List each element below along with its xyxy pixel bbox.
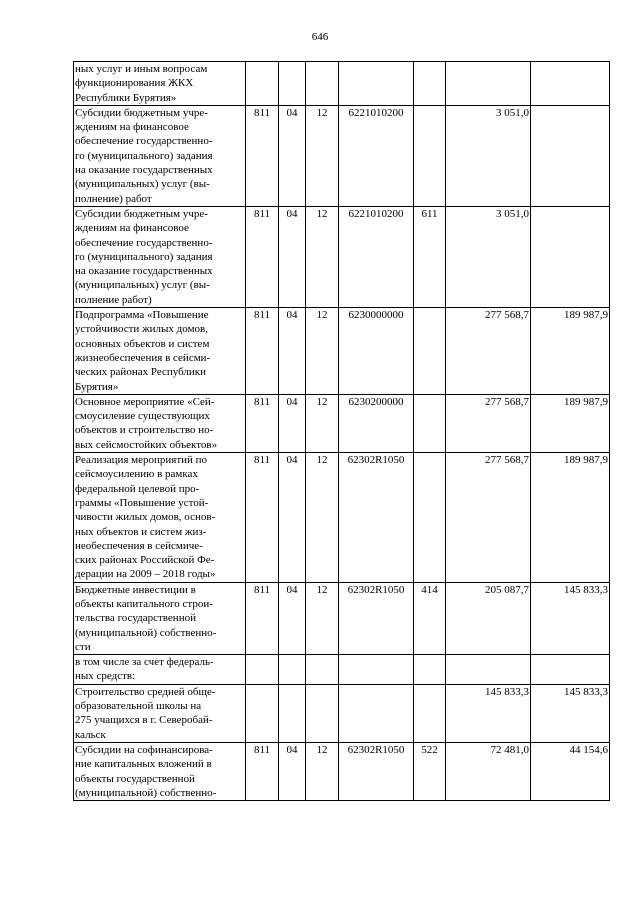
cell-csr — [339, 684, 414, 742]
cell-name: Основное мероприятие «Сей- смоусиление существующих объектов и строительство но- вых сейсмостойких объектов» — [74, 394, 246, 452]
cell-vr — [414, 684, 446, 742]
cell-pr — [306, 655, 339, 685]
cell-ved: 811 — [246, 453, 279, 583]
table-body — [74, 62, 610, 801]
cell-ved — [246, 684, 279, 742]
cell-sum-2017: 3 051,0 — [446, 105, 531, 206]
cell-name: Субсидии на софинансирова- ние капитальных вложений в объекты государственной (муниципальной) собственно- — [74, 742, 246, 800]
cell-sum-2018: 145 833,3 — [531, 684, 610, 742]
page-number: 646 — [311, 31, 329, 43]
cell-ved: 811 — [246, 308, 279, 395]
cell-csr: 6221010200 — [339, 105, 414, 206]
cell-rz: 04 — [279, 582, 306, 654]
cell-name: Субсидии бюджетным учре- ждениям на финансовое обеспечение государственно- го (муниципального) задания на оказание государственных (муниципальных) услуг (вы- полнение) работ — [74, 105, 246, 206]
cell-ved: 811 — [246, 206, 279, 307]
cell-pr: 12 — [306, 453, 339, 583]
table-row — [74, 453, 610, 583]
cell-csr — [339, 62, 414, 106]
table-row — [74, 105, 610, 206]
cell-csr — [339, 655, 414, 685]
cell-rz — [279, 684, 306, 742]
cell-sum-2018: 44 154,6 — [531, 742, 610, 800]
cell-vr — [414, 105, 446, 206]
cell-rz: 04 — [279, 453, 306, 583]
cell-sum-2018 — [531, 105, 610, 206]
cell-csr: 6230000000 — [339, 308, 414, 395]
cell-sum-2017: 277 568,7 — [446, 453, 531, 583]
cell-ved: 811 — [246, 394, 279, 452]
budget-table — [73, 61, 610, 801]
cell-rz — [279, 655, 306, 685]
cell-pr: 12 — [306, 394, 339, 452]
table-row — [74, 655, 610, 685]
cell-vr: 414 — [414, 582, 446, 654]
cell-name: Подпрограмма «Повышение устойчивости жилых домов, основных объектов и систем жизнеобеспечения в сейсми- ческих районах Республики Бурятия» — [74, 308, 246, 395]
cell-ved: 811 — [246, 582, 279, 654]
cell-rz: 04 — [279, 105, 306, 206]
cell-csr: 6221010200 — [339, 206, 414, 307]
cell-sum-2018: 189 987,9 — [531, 394, 610, 452]
cell-pr: 12 — [306, 582, 339, 654]
cell-sum-2017 — [446, 62, 531, 106]
cell-sum-2017: 277 568,7 — [446, 308, 531, 395]
cell-vr — [414, 62, 446, 106]
cell-sum-2017 — [446, 655, 531, 685]
table-row — [74, 582, 610, 654]
cell-pr: 12 — [306, 742, 339, 800]
cell-sum-2017: 277 568,7 — [446, 394, 531, 452]
cell-name: Субсидии бюджетным учре- ждениям на финансовое обеспечение государственно- го (муниципального) задания на оказание государственных (муниципальных) услуг (вы- полнение работ) — [74, 206, 246, 307]
cell-name: Строительство средней обще- образовательной школы на 275 учащихся в г. Северобай- кальск — [74, 684, 246, 742]
cell-pr — [306, 684, 339, 742]
cell-sum-2018: 189 987,9 — [531, 308, 610, 395]
cell-pr: 12 — [306, 206, 339, 307]
cell-name: Реализация мероприятий по сейсмоусилению в рамках федеральной целевой про- граммы «Повышение устой- чивости жилых домов, основ- ных объектов и систем жиз- необеспечения в сейсмиче- ских районах Российской Фе- дерации на 2009 – 2018 годы» — [74, 453, 246, 583]
cell-rz: 04 — [279, 206, 306, 307]
cell-sum-2018 — [531, 62, 610, 106]
cell-pr: 12 — [306, 308, 339, 395]
cell-rz: 04 — [279, 394, 306, 452]
table-row — [74, 742, 610, 800]
cell-name: в том числе за счет федераль- ных средств: — [74, 655, 246, 685]
cell-vr: 522 — [414, 742, 446, 800]
cell-sum-2018: 145 833,3 — [531, 582, 610, 654]
cell-csr: 62302R1050 — [339, 582, 414, 654]
cell-rz: 04 — [279, 308, 306, 395]
cell-ved — [246, 655, 279, 685]
cell-vr — [414, 453, 446, 583]
cell-pr: 12 — [306, 105, 339, 206]
table-row — [74, 308, 610, 395]
cell-vr — [414, 655, 446, 685]
cell-csr: 6230200000 — [339, 394, 414, 452]
table-row — [74, 684, 610, 742]
cell-pr — [306, 62, 339, 106]
cell-ved — [246, 62, 279, 106]
cell-rz — [279, 62, 306, 106]
table-row — [74, 62, 610, 106]
cell-csr: 62302R1050 — [339, 742, 414, 800]
table-row — [74, 394, 610, 452]
cell-vr — [414, 308, 446, 395]
cell-vr — [414, 394, 446, 452]
cell-name: ных услуг и иным вопросам функционирования ЖКХ Республики Бурятия» — [74, 62, 246, 106]
cell-ved: 811 — [246, 105, 279, 206]
table-row — [74, 206, 610, 307]
cell-vr: 611 — [414, 206, 446, 307]
cell-rz: 04 — [279, 742, 306, 800]
cell-sum-2017: 145 833,3 — [446, 684, 531, 742]
cell-sum-2017: 3 051,0 — [446, 206, 531, 307]
cell-sum-2017: 205 087,7 — [446, 582, 531, 654]
cell-sum-2018 — [531, 655, 610, 685]
cell-sum-2017: 72 481,0 — [446, 742, 531, 800]
cell-ved: 811 — [246, 742, 279, 800]
cell-sum-2018: 189 987,9 — [531, 453, 610, 583]
cell-sum-2018 — [531, 206, 610, 307]
cell-csr: 62302R1050 — [339, 453, 414, 583]
cell-name: Бюджетные инвестиции в объекты капитального строи- тельства государственной (муниципальной) собственно- сти — [74, 582, 246, 654]
